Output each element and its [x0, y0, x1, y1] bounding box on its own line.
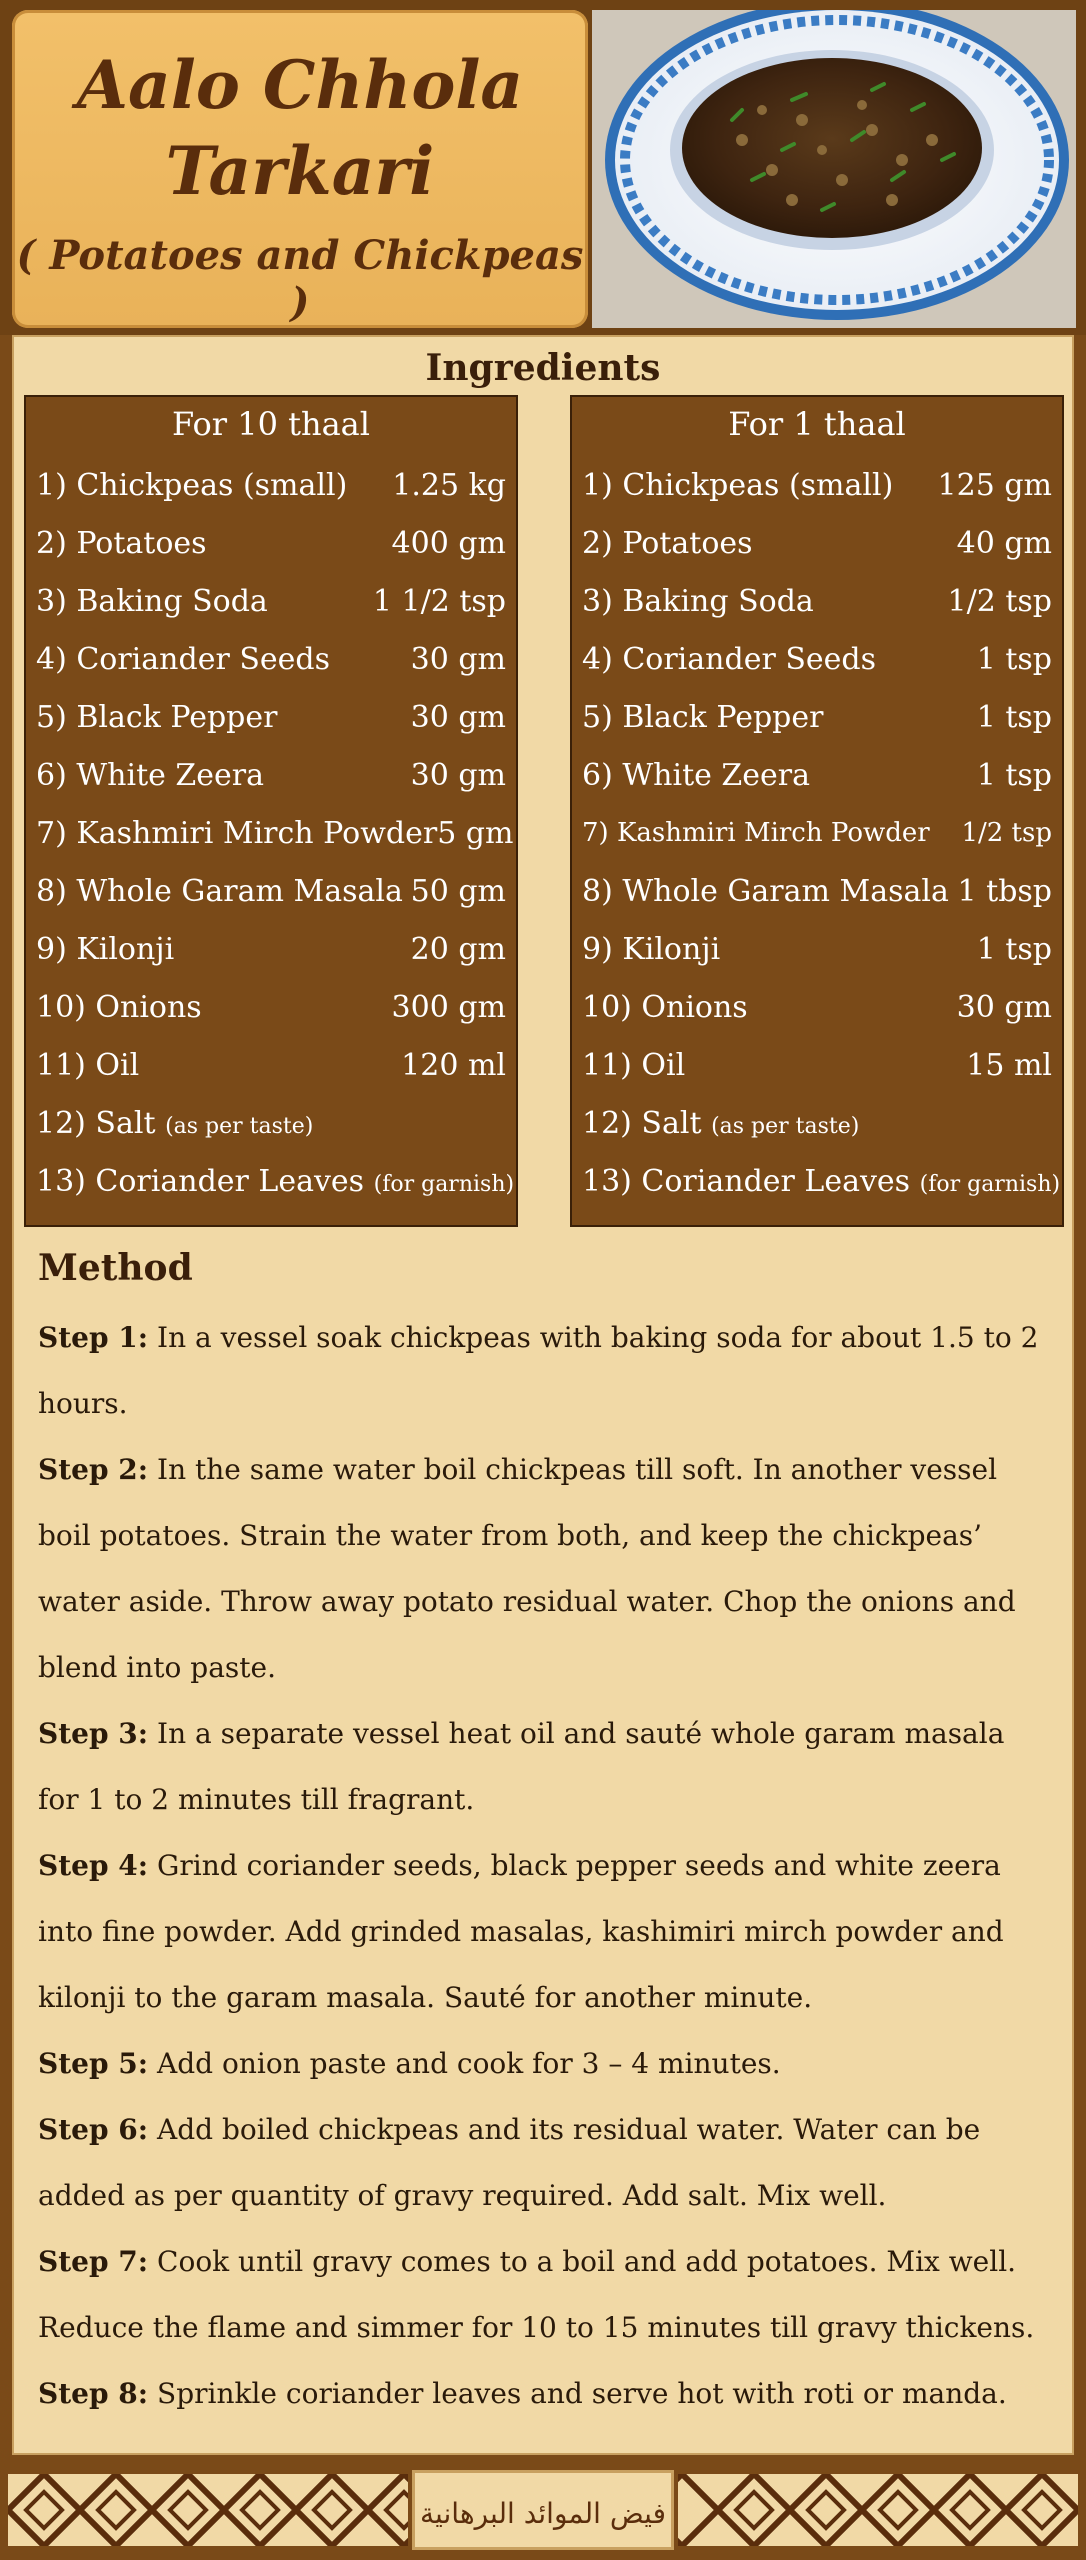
- list-item: 9) Kilonji 20 gm: [36, 931, 506, 967]
- step-8: Step 8: Sprinkle coriander leaves and serve hot with roti or manda.: [38, 2377, 1007, 2410]
- calligraphy-logo-icon: [415, 2473, 671, 2547]
- step-4: Step 4: Grind coriander seeds, black pepper seeds and white zeera into fine powder. Add grinded masalas, kashimiri mirch powder and kilonji to the garam masala. Sauté for another minute.: [38, 1849, 1004, 2014]
- step-2: Step 2: In the same water boil chickpeas till soft. In another vessel boil potatoes. Strain the water from both, and keep the chickpeas’ water aside. Throw away potato residual water. Chop the onions and blend into paste.: [38, 1453, 1016, 1684]
- ingredients-1-thaal: [570, 395, 1064, 1227]
- recipe-title: Aalo Chhola: [76, 46, 524, 124]
- list-item: 13) Coriander Leaves (for garnish): [36, 1163, 515, 1199]
- list-item: 5) Black Pepper 30 gm: [36, 699, 506, 735]
- footer-logo: [412, 2470, 674, 2550]
- list-item: 1) Chickpeas (small) 125 gm: [582, 467, 1052, 503]
- list-item: 12) Salt (as per taste): [36, 1105, 314, 1141]
- list-item: 13) Coriander Leaves (for garnish): [582, 1163, 1061, 1199]
- step-5: Step 5: Add onion paste and cook for 3 – 4 minutes.: [38, 2047, 781, 2080]
- list-item: 7) Kashmiri Mirch Powder 1/2 tsp: [582, 818, 1052, 848]
- list-item: 7) Kashmiri Mirch Powder 5 gm: [36, 815, 514, 851]
- dish-photo: [592, 10, 1076, 328]
- box-heading: For 1 thaal: [728, 405, 906, 443]
- step-1: Step 1: In a vessel soak chickpeas with baking soda for about 1.5 to 2 hours.: [38, 1321, 1039, 1420]
- list-item: 2) Potatoes 40 gm: [582, 525, 1052, 561]
- logo-text: فيض الموائد البرهانية: [420, 2497, 666, 2530]
- list-item: 8) Whole Garam Masala 1 tbsp: [582, 873, 1052, 909]
- method-steps: [38, 1305, 1050, 2427]
- list-item: 11) Oil 120 ml: [36, 1047, 506, 1083]
- list-item: 8) Whole Garam Masala 50 gm: [36, 873, 506, 909]
- list-item: 1) Chickpeas (small) 1.25 kg: [36, 467, 506, 503]
- step-6: Step 6: Add boiled chickpeas and its residual water. Water can be added as per quantity of gravy required. Add salt. Mix well.: [38, 2113, 981, 2212]
- method-heading: Method: [38, 1247, 193, 1289]
- list-item: 2) Potatoes 400 gm: [36, 525, 506, 561]
- list-item: 12) Salt (as per taste): [582, 1105, 860, 1141]
- list-item: 3) Baking Soda 1/2 tsp: [582, 583, 1052, 619]
- recipe-body: [12, 335, 1074, 2455]
- list-item: 3) Baking Soda 1 1/2 tsp: [36, 583, 506, 619]
- dish-photo-illustration: [592, 10, 1076, 328]
- list-item: 6) White Zeera 1 tsp: [582, 757, 1052, 793]
- step-3: Step 3: In a separate vessel heat oil and sauté whole garam masala for 1 to 2 minutes till fragrant.: [38, 1717, 1005, 1816]
- list-item: 5) Black Pepper 1 tsp: [582, 699, 1052, 735]
- ingredients-heading: Ingredients: [425, 347, 661, 389]
- footer-border: [0, 2460, 1086, 2560]
- list-item: 6) White Zeera 30 gm: [36, 757, 506, 793]
- list-item: 4) Coriander Seeds 30 gm: [36, 641, 506, 677]
- list-item: 11) Oil 15 ml: [582, 1047, 1052, 1083]
- box-heading: For 10 thaal: [172, 405, 370, 443]
- header: [0, 0, 1086, 335]
- list-item: 10) Onions 30 gm: [582, 989, 1052, 1025]
- title-card: [12, 10, 588, 328]
- recipe-title-line-2: Tarkari: [165, 132, 435, 210]
- list-item: 4) Coriander Seeds 1 tsp: [582, 641, 1052, 677]
- list-item: 10) Onions 300 gm: [36, 989, 506, 1025]
- step-7: Step 7: Cook until gravy comes to a boil and add potatoes. Mix well. Reduce the flame and simmer for 10 to 15 minutes till gravy thickens.: [38, 2245, 1035, 2344]
- ingredients-10-thaal: [24, 395, 518, 1227]
- lattice-border-pattern: [678, 2474, 1078, 2546]
- recipe-subtitle: ( Potatoes and Chickpeas ): [16, 232, 584, 326]
- list-item: 9) Kilonji 1 tsp: [582, 931, 1052, 967]
- lattice-border-pattern: [8, 2474, 408, 2546]
